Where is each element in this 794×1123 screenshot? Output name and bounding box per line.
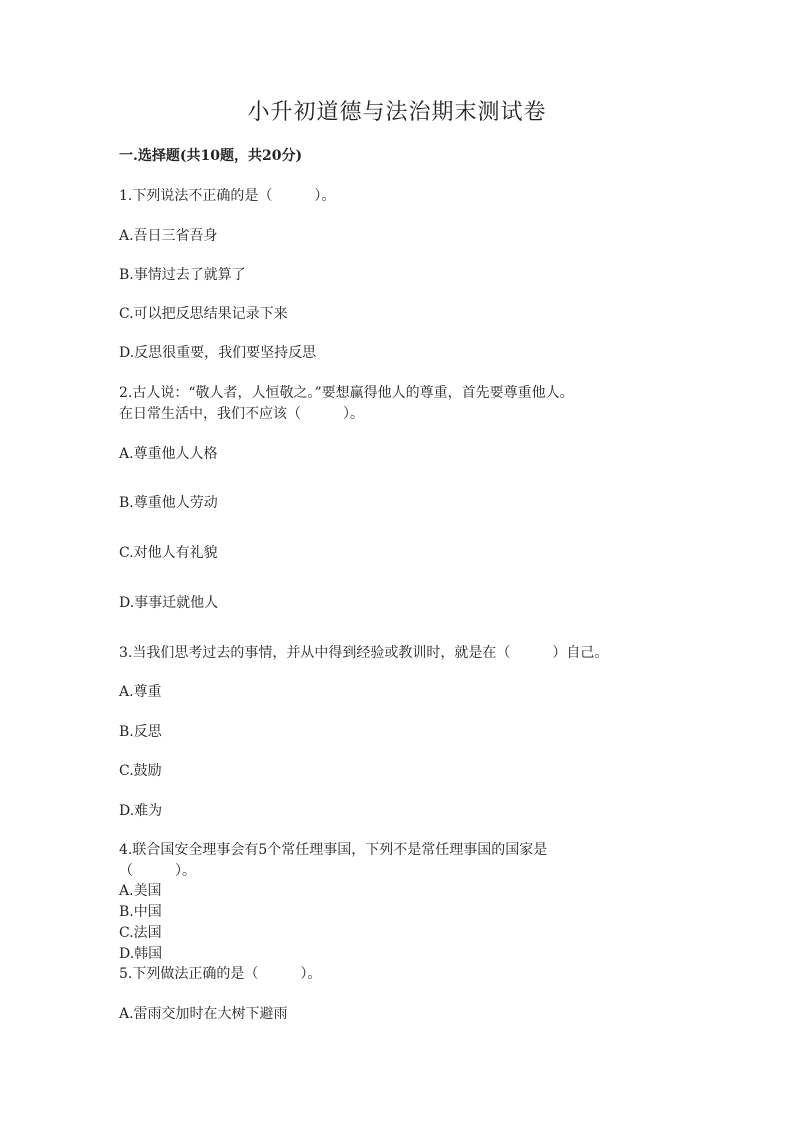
question-5-stem: 5.下列做法正确的是（ ）。 [119,966,322,982]
question-2-option-a: A.尊重他人人格 [119,446,218,462]
question-3-stem: 3.当我们思考过去的事情，并从中得到经验或教训时，就是在（ ）自己。 [119,645,609,661]
question-4-stem-line2: （ ）。 [119,863,196,879]
question-1-stem: 1.下列说法不正确的是（ ）。 [119,188,336,204]
question-3-option-b: B.反思 [119,724,162,740]
question-2-option-b: B.尊重他人劳动 [119,495,218,511]
question-2-stem-line2: 在日常生活中，我们不应该（ ）。 [119,406,364,422]
question-2-option-d: D.事事迁就他人 [119,595,219,611]
section-heading: 一.选择题(共10题，共20分) [119,148,303,164]
question-4-stem-line1: 4.联合国安全理事会有5个常任理事国，下列不是常任理事国的国家是 [119,842,548,858]
question-4-option-d: D.韩国 [119,946,163,962]
question-3-option-d: D.难为 [119,803,163,819]
question-1-option-c: C.可以把反思结果记录下来 [119,306,288,322]
question-2-stem-line1: 2.古人说：“敬人者，人恒敬之。”要想赢得他人的尊重，首先要尊重他人。 [119,385,574,401]
question-1-option-a: A.吾日三省吾身 [119,228,218,244]
page-title: 小升初道德与法治期末测试卷 [247,100,547,125]
question-1-option-d: D.反思很重要，我们要坚持反思 [119,345,317,361]
question-3-option-a: A.尊重 [119,684,162,700]
question-4-option-c: C.法国 [119,925,162,941]
question-1-option-b: B.事情过去了就算了 [119,267,246,283]
question-5-option-a: A.雷雨交加时在大树下避雨 [119,1006,288,1022]
question-4-option-a: A.美国 [119,883,162,899]
question-3-option-c: C.鼓励 [119,763,162,779]
question-2-option-c: C.对他人有礼貌 [119,545,218,561]
question-4-option-b: B.中国 [119,904,162,920]
